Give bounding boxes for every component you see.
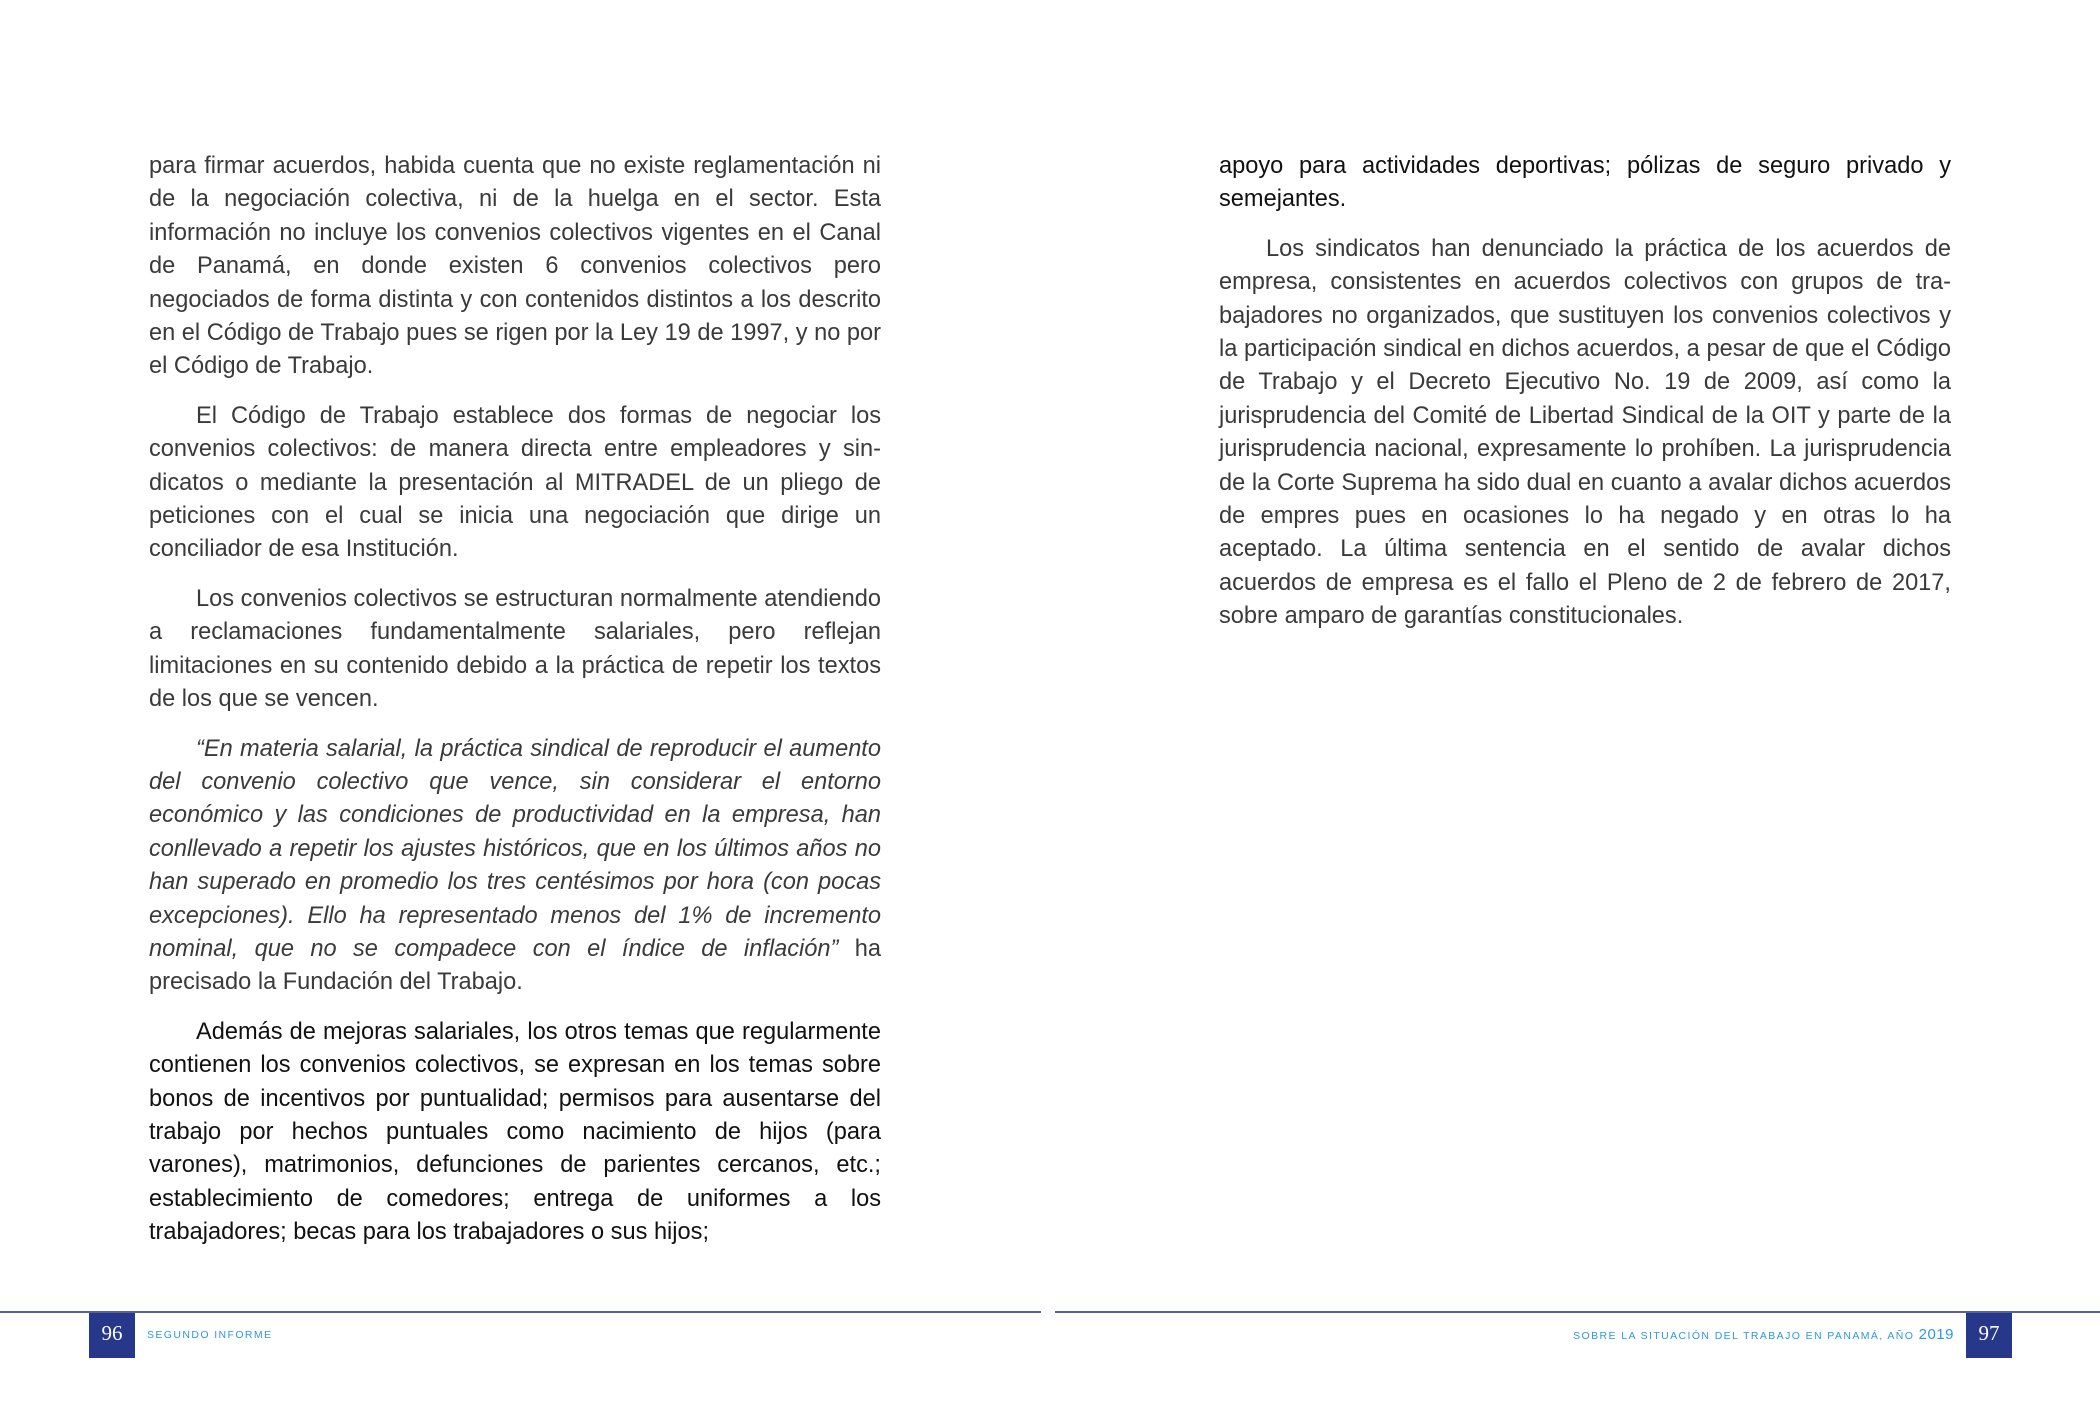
paragraph: El Código de Trabajo establece dos formas de negociar los convenios colectivos: de manera directa entre empleadores y sindicatos o mediante la presentación al MITRADEL de un pliego de peticiones con el cual se inicia una negociación que dirige un conciliador de esa Institución. (149, 402, 881, 563)
footer-rule (0, 1311, 1041, 1313)
footer-rule (1055, 1311, 2100, 1313)
page-number: 97 (1966, 1313, 2012, 1358)
paragraph: para firmar acuerdos, habida cuenta que no existe reglamentación ni de la negociación colectiva, ni de la huelga en el sector. Esta información no incluye los convenios colectivos vigentes en el Canal de Panamá, en donde existen 6 convenios colectivos pero negociados de forma distinta y con contenidos distintos a los descrito en el Código de Trabajo pues se rigen por la Ley 19 de 1997, y no por el Código de Trabajo. (149, 153, 881, 380)
right-page (1055, 0, 2100, 1425)
page-number: 96 (89, 1313, 135, 1358)
paragraph: Los convenios colectivos se estructuran normalmente atendiendo a reclamaciones fundamentalmente salariales, pero reflejan limitaciones en su contenido debido a la práctica de repetir los textos de los que se vencen. (149, 585, 881, 713)
running-head (1573, 1325, 1954, 1346)
paragraph: Además de mejoras salariales, los otros temas que regularmente contienen los convenios colectivos, se expresan en los temas sobre bonos de incentivos por puntualidad; permisos para ausentarse del trabajo por hechos puntuales como nacimiento de hijos (para varones), matrimonios, defunciones de parientes cercanos, etc.; establecimiento de comedores; entrega de uniformes a los trabajadores; becas para los trabajadores o sus hijos; (149, 1018, 881, 1246)
right-text-column (1219, 150, 1951, 650)
paragraph: apoyo para actividades deportivas; pólizas de seguro privado y semejantes. (1219, 153, 1951, 213)
paragraph: Los sindicatos han denunciado la práctica de los acuerdos de empresa, consistentes en acuerdos colectivos con grupos de trabajadores no organizados, que sustituyen los convenios colectivos y la participación sindical en dichos acuerdos, a pesar de que el Código de Trabajo y el Decreto Ejecutivo No. 19 de 2009, así como la jurisprudencia del Comité de Libertad Sindical de la OIT y parte de la jurisprudencia nacional, expresamente lo prohíben. La jurisprudencia de la Corte Suprema ha sido dual en cuanto a avalar dichos acuerdos de empres pues en ocasiones lo ha negado y en otras lo ha aceptado. La última sentencia en el sentido de avalar dichos acuerdos de empresa es el fallo el Pleno de 2 de febrero de 2017, sobre amparo de garantías constitucionales. (1219, 235, 1951, 630)
quote-paragraph (149, 733, 881, 1000)
running-head-year: 2019 (1918, 1326, 1954, 1343)
left-text-column (149, 150, 881, 1266)
quote-attribution: ha precisado la Fundación del Trabajo. (149, 935, 881, 996)
running-head-text: SOBRE LA SITUACIÓN DEL TRABAJO EN PANAMÁ, AÑO (1573, 1330, 1915, 1342)
italic-quote: “En materia salarial, la práctica sindical de reproducir el aumento del convenio colectivo que vence, sin considerar el entorno económico y las condiciones de productividad en la empresa, han conllevado a repetir los ajustes históricos, que en los últimos años no han superado en promedio los tres centésimos por hora (con pocas excepciones). Ello ha representado menos del 1% de incremento nominal, que no se compadece con el índice de inflación” (149, 735, 881, 962)
running-head: SEGUNDO INFORME (147, 1329, 273, 1341)
left-page (0, 0, 1041, 1425)
